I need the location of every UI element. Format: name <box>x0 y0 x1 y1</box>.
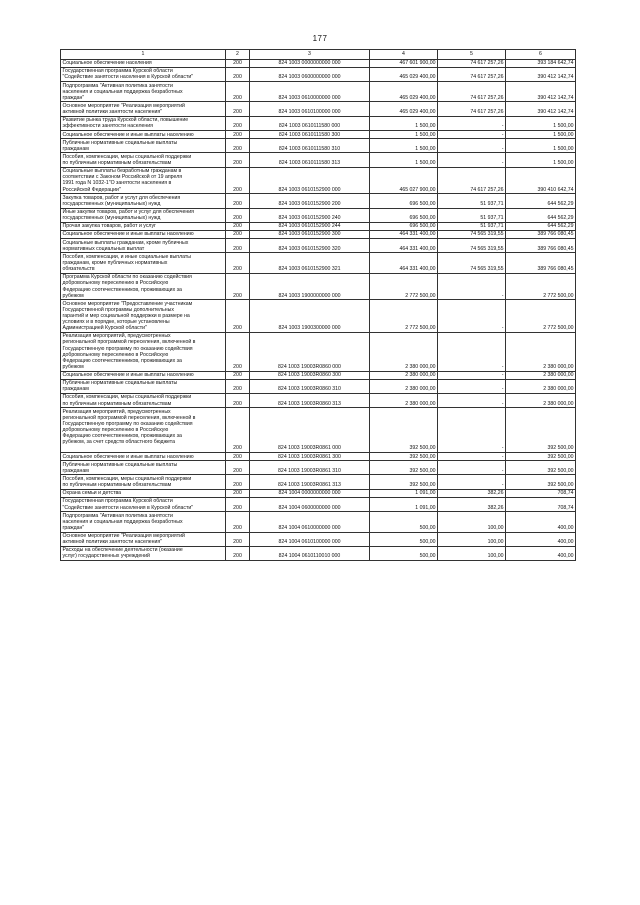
row-code-cell: 200 <box>226 67 250 81</box>
row-approved-amount-cell: 464 331 400,00 <box>370 230 438 238</box>
row-unexecuted-amount-cell: 644 562,29 <box>506 194 576 208</box>
table-row <box>61 371 576 379</box>
row-name-cell: Социальное обеспечение и иные выплаты населению <box>61 230 226 238</box>
row-classification-cell: 824 1003 0610111580 310 <box>250 139 370 153</box>
table-row <box>61 475 576 489</box>
table-row <box>61 532 576 546</box>
row-unexecuted-amount-cell: 390 412 142,74 <box>506 67 576 81</box>
row-executed-amount-cell: - <box>438 153 506 167</box>
table-row <box>61 59 576 67</box>
row-executed-amount-cell: 51 937,71 <box>438 222 506 230</box>
row-unexecuted-amount-cell: 392 500,00 <box>506 408 576 453</box>
row-executed-amount-cell: 382,26 <box>438 497 506 511</box>
row-classification-cell: 824 1003 19003R0861 310 <box>250 461 370 475</box>
row-executed-amount-cell: 74 617 257,26 <box>438 59 506 67</box>
row-classification-cell: 824 1003 0000000000 000 <box>250 59 370 67</box>
row-executed-amount-cell: - <box>438 461 506 475</box>
row-name-cell: Основное мероприятие "Реализация мероприятий активной политики занятости населения" <box>61 102 226 116</box>
row-classification-cell: 824 1003 0610152900 321 <box>250 253 370 273</box>
row-code-cell: 200 <box>226 82 250 102</box>
row-unexecuted-amount-cell: 400,00 <box>506 532 576 546</box>
row-classification-cell: 824 1003 0610111580 300 <box>250 131 370 139</box>
row-executed-amount-cell: 100,00 <box>438 546 506 560</box>
row-approved-amount-cell: 1 091,00 <box>370 497 438 511</box>
row-approved-amount-cell: 2 380 000,00 <box>370 379 438 393</box>
row-code-cell: 200 <box>226 393 250 407</box>
row-code-cell: 200 <box>226 371 250 379</box>
table-row <box>61 393 576 407</box>
row-name-cell: Программа Курской области по оказанию содействия добровольному переселению в Российскую Федерацию соотечественников, проживающих за рубежом <box>61 273 226 299</box>
row-executed-amount-cell: - <box>438 379 506 393</box>
row-executed-amount-cell: 74 617 257,26 <box>438 167 506 193</box>
row-code-cell: 200 <box>226 461 250 475</box>
row-name-cell: Иные закупки товаров, работ и услуг для обеспечения государственных (муниципальных) нужд <box>61 208 226 222</box>
row-code-cell: 200 <box>226 379 250 393</box>
row-unexecuted-amount-cell: 1 500,00 <box>506 139 576 153</box>
row-unexecuted-amount-cell: 400,00 <box>506 546 576 560</box>
row-approved-amount-cell: 696 500,00 <box>370 194 438 208</box>
row-code-cell: 200 <box>226 139 250 153</box>
row-name-cell: Социальное обеспечение населения <box>61 59 226 67</box>
row-unexecuted-amount-cell: 390 412 142,74 <box>506 102 576 116</box>
row-classification-cell: 824 1003 0610111580 313 <box>250 153 370 167</box>
row-executed-amount-cell: - <box>438 116 506 130</box>
row-name-cell: Социальные выплаты безработным гражданам в соответствии с Законом Российской от 19 апреля 1991 года N 1032-1"О занятости населения в Российской Федерации" <box>61 167 226 193</box>
row-name-cell: Социальное обеспечение и иные выплаты населению <box>61 131 226 139</box>
row-approved-amount-cell: 2 772 500,00 <box>370 273 438 299</box>
row-executed-amount-cell: - <box>438 139 506 153</box>
row-code-cell: 200 <box>226 102 250 116</box>
row-classification-cell: 824 1003 1900300000 000 <box>250 300 370 333</box>
row-classification-cell: 824 1004 0600000000 000 <box>250 497 370 511</box>
row-approved-amount-cell: 2 380 000,00 <box>370 371 438 379</box>
row-unexecuted-amount-cell: 1 500,00 <box>506 131 576 139</box>
table-row <box>61 489 576 497</box>
row-unexecuted-amount-cell: 2 380 000,00 <box>506 332 576 371</box>
row-name-cell: Основное мероприятие "Предоставление участникам Государственной программы дополнительных гарантий и мер социальной поддержки в размере на условиях и в порядке, которые установлены Администрацией Курской области" <box>61 300 226 333</box>
row-approved-amount-cell: 1 500,00 <box>370 139 438 153</box>
row-executed-amount-cell: - <box>438 131 506 139</box>
table-row <box>61 379 576 393</box>
row-classification-cell: 824 1003 19003R0860 310 <box>250 379 370 393</box>
row-name-cell: Публичные нормативные социальные выплаты гражданам <box>61 139 226 153</box>
row-approved-amount-cell: 1 500,00 <box>370 153 438 167</box>
row-executed-amount-cell: 74 565 319,55 <box>438 239 506 253</box>
row-classification-cell: 824 1003 0610152900 244 <box>250 222 370 230</box>
row-approved-amount-cell: 2 380 000,00 <box>370 332 438 371</box>
table-row <box>61 453 576 461</box>
row-classification-cell: 824 1003 19003R0860 300 <box>250 371 370 379</box>
row-code-cell: 200 <box>226 239 250 253</box>
row-code-cell: 200 <box>226 131 250 139</box>
row-unexecuted-amount-cell: 392 500,00 <box>506 475 576 489</box>
row-unexecuted-amount-cell: 389 766 080,45 <box>506 239 576 253</box>
row-code-cell: 200 <box>226 332 250 371</box>
row-code-cell: 200 <box>226 546 250 560</box>
row-approved-amount-cell: 392 500,00 <box>370 461 438 475</box>
row-code-cell: 200 <box>226 230 250 238</box>
row-approved-amount-cell: 696 500,00 <box>370 222 438 230</box>
row-unexecuted-amount-cell: 390 410 642,74 <box>506 167 576 193</box>
row-name-cell: Закупка товаров, работ и услуг для обеспечения государственных (муниципальных) нужд <box>61 194 226 208</box>
row-name-cell: Расходы на обеспечение деятельности (оказание услуг) государственных учреждений <box>61 546 226 560</box>
row-approved-amount-cell: 2 772 500,00 <box>370 300 438 333</box>
page-number: 177 <box>312 34 328 43</box>
row-unexecuted-amount-cell: 2 380 000,00 <box>506 379 576 393</box>
table-row <box>61 82 576 102</box>
table-row <box>61 116 576 130</box>
row-unexecuted-amount-cell: 390 412 142,74 <box>506 82 576 102</box>
row-code-cell: 200 <box>226 408 250 453</box>
row-classification-cell: 824 1004 0610100000 000 <box>250 532 370 546</box>
table-row <box>61 239 576 253</box>
row-approved-amount-cell: 465 029 400,00 <box>370 102 438 116</box>
row-executed-amount-cell: - <box>438 332 506 371</box>
row-name-cell: Реализация мероприятий, предусмотренных региональной программой переселения, включенной в Государственную программу по оказанию содействия добровольному переселению в Российскую Федерацию соотечественников, проживающих за рубежом, за счет средств областного бюджета <box>61 408 226 453</box>
table-row <box>61 208 576 222</box>
row-unexecuted-amount-cell: 2 772 500,00 <box>506 273 576 299</box>
row-approved-amount-cell: 500,00 <box>370 512 438 532</box>
row-unexecuted-amount-cell: 2 772 500,00 <box>506 300 576 333</box>
row-approved-amount-cell: 464 331 400,00 <box>370 239 438 253</box>
table-header-row <box>61 50 576 60</box>
row-name-cell: Подпрограмма "Активная политика занятости населения и социальная поддержка безработных граждан" <box>61 82 226 102</box>
row-approved-amount-cell: 1 500,00 <box>370 116 438 130</box>
row-code-cell: 200 <box>226 497 250 511</box>
row-classification-cell: 824 1003 0610152900 300 <box>250 230 370 238</box>
table-row <box>61 167 576 193</box>
row-executed-amount-cell: - <box>438 371 506 379</box>
column-header-1: 1 <box>61 50 226 60</box>
row-unexecuted-amount-cell: 392 500,00 <box>506 461 576 475</box>
table-row <box>61 497 576 511</box>
row-executed-amount-cell: 51 937,71 <box>438 194 506 208</box>
budget-table <box>60 49 576 561</box>
row-name-cell: Социальные выплаты гражданам, кроме публичных нормативных социальных выплат <box>61 239 226 253</box>
row-unexecuted-amount-cell: 400,00 <box>506 512 576 532</box>
row-approved-amount-cell: 392 500,00 <box>370 408 438 453</box>
row-name-cell: Государственная программа Курской области "Содействие занятости населения в Курской области" <box>61 497 226 511</box>
table-row <box>61 546 576 560</box>
table-row <box>61 300 576 333</box>
row-name-cell: Публичные нормативные социальные выплаты гражданам <box>61 379 226 393</box>
table-row <box>61 512 576 532</box>
row-classification-cell: 824 1003 0610100000 000 <box>250 102 370 116</box>
row-code-cell: 200 <box>226 273 250 299</box>
row-executed-amount-cell: 51 937,71 <box>438 208 506 222</box>
row-classification-cell: 824 1003 0610152900 320 <box>250 239 370 253</box>
row-code-cell: 200 <box>226 512 250 532</box>
column-header-3: 3 <box>250 50 370 60</box>
row-name-cell: Пособия, компенсации, меры социальной поддержки по публичным нормативным обязательствам <box>61 475 226 489</box>
table-row <box>61 131 576 139</box>
row-executed-amount-cell: - <box>438 393 506 407</box>
row-executed-amount-cell: - <box>438 475 506 489</box>
table-row <box>61 230 576 238</box>
row-executed-amount-cell: - <box>438 453 506 461</box>
row-executed-amount-cell: 74 565 319,55 <box>438 230 506 238</box>
row-classification-cell: 824 1004 0000000000 000 <box>250 489 370 497</box>
row-unexecuted-amount-cell: 644 562,29 <box>506 208 576 222</box>
row-name-cell: Развитие рынка труда Курской области, повышение эффективности занятости населения <box>61 116 226 130</box>
row-unexecuted-amount-cell: 393 184 642,74 <box>506 59 576 67</box>
row-approved-amount-cell: 500,00 <box>370 546 438 560</box>
row-approved-amount-cell: 465 029 400,00 <box>370 67 438 81</box>
row-executed-amount-cell: - <box>438 408 506 453</box>
row-code-cell: 200 <box>226 475 250 489</box>
row-classification-cell: 824 1003 0610152900 240 <box>250 208 370 222</box>
row-classification-cell: 824 1003 19003R0861 000 <box>250 408 370 453</box>
row-code-cell: 200 <box>226 194 250 208</box>
column-header-2: 2 <box>226 50 250 60</box>
row-code-cell: 200 <box>226 167 250 193</box>
row-unexecuted-amount-cell: 708,74 <box>506 497 576 511</box>
table-row <box>61 408 576 453</box>
row-approved-amount-cell: 1 500,00 <box>370 131 438 139</box>
row-code-cell: 200 <box>226 59 250 67</box>
table-row <box>61 139 576 153</box>
row-name-cell: Пособия, компенсации, меры социальной поддержки по публичным нормативным обязательствам <box>61 393 226 407</box>
row-approved-amount-cell: 696 500,00 <box>370 208 438 222</box>
row-name-cell: Социальное обеспечение и иные выплаты населению <box>61 371 226 379</box>
table-row <box>61 332 576 371</box>
row-name-cell: Государственная программа Курской области "Содействие занятости населения в Курской области" <box>61 67 226 81</box>
row-name-cell: Подпрограмма "Активная политика занятости населения и социальная поддержка безработных граждан" <box>61 512 226 532</box>
row-approved-amount-cell: 465 029 400,00 <box>370 82 438 102</box>
column-header-6: 6 <box>506 50 576 60</box>
row-code-cell: 200 <box>226 153 250 167</box>
row-name-cell: Пособия, компенсации, и иные социальные выплаты гражданам, кроме публичных нормативных обязательств <box>61 253 226 273</box>
row-code-cell: 200 <box>226 453 250 461</box>
row-classification-cell: 824 1003 19003R0860 313 <box>250 393 370 407</box>
row-classification-cell: 824 1003 0610152900 200 <box>250 194 370 208</box>
row-approved-amount-cell: 464 331 400,00 <box>370 253 438 273</box>
row-unexecuted-amount-cell: 1 500,00 <box>506 116 576 130</box>
row-unexecuted-amount-cell: 644 562,29 <box>506 222 576 230</box>
row-classification-cell: 824 1003 0610111580 000 <box>250 116 370 130</box>
row-unexecuted-amount-cell: 2 380 000,00 <box>506 371 576 379</box>
row-name-cell: Пособия, компенсации, меры социальной поддержки по публичным нормативным обязательствам <box>61 153 226 167</box>
row-approved-amount-cell: 467 601 900,00 <box>370 59 438 67</box>
table-row <box>61 67 576 81</box>
row-executed-amount-cell: 74 617 257,26 <box>438 82 506 102</box>
row-approved-amount-cell: 500,00 <box>370 532 438 546</box>
row-unexecuted-amount-cell: 708,74 <box>506 489 576 497</box>
row-unexecuted-amount-cell: 392 500,00 <box>506 453 576 461</box>
row-unexecuted-amount-cell: 389 766 080,45 <box>506 253 576 273</box>
row-approved-amount-cell: 1 091,00 <box>370 489 438 497</box>
row-classification-cell: 824 1003 0600000000 000 <box>250 67 370 81</box>
row-approved-amount-cell: 2 380 000,00 <box>370 393 438 407</box>
row-name-cell: Реализация мероприятий, предусмотренных региональной программой переселения, включенной в Государственную программу по оказанию содействия добровольному переселению в Российскую Федерацию соотечественников, проживающих за рубежом <box>61 332 226 371</box>
row-unexecuted-amount-cell: 1 500,00 <box>506 153 576 167</box>
row-unexecuted-amount-cell: 389 766 080,45 <box>506 230 576 238</box>
row-approved-amount-cell: 465 027 900,00 <box>370 167 438 193</box>
row-code-cell: 200 <box>226 253 250 273</box>
row-executed-amount-cell: 100,00 <box>438 512 506 532</box>
row-executed-amount-cell: 382,26 <box>438 489 506 497</box>
table-row <box>61 461 576 475</box>
row-classification-cell: 824 1003 19003R0861 313 <box>250 475 370 489</box>
table-row <box>61 253 576 273</box>
row-classification-cell: 824 1004 0610000000 000 <box>250 512 370 532</box>
table-row <box>61 222 576 230</box>
column-header-4: 4 <box>370 50 438 60</box>
row-approved-amount-cell: 392 500,00 <box>370 453 438 461</box>
row-executed-amount-cell: 74 617 257,26 <box>438 102 506 116</box>
row-name-cell: Основное мероприятие "Реализация мероприятий активной политики занятости населения" <box>61 532 226 546</box>
row-classification-cell: 824 1003 0610000000 000 <box>250 82 370 102</box>
row-code-cell: 200 <box>226 116 250 130</box>
row-name-cell: Публичные нормативные социальные выплаты гражданам <box>61 461 226 475</box>
row-unexecuted-amount-cell: 2 380 000,00 <box>506 393 576 407</box>
column-header-5: 5 <box>438 50 506 60</box>
row-classification-cell: 824 1003 19003R0861 300 <box>250 453 370 461</box>
table-row <box>61 194 576 208</box>
row-approved-amount-cell: 392 500,00 <box>370 475 438 489</box>
row-classification-cell: 824 1003 0610152900 000 <box>250 167 370 193</box>
row-name-cell: Социальное обеспечение и иные выплаты населению <box>61 453 226 461</box>
row-classification-cell: 824 1003 19003R0860 000 <box>250 332 370 371</box>
row-executed-amount-cell: 74 565 319,55 <box>438 253 506 273</box>
row-name-cell: Охрана семьи и детства <box>61 489 226 497</box>
row-executed-amount-cell: 74 617 257,26 <box>438 67 506 81</box>
row-executed-amount-cell: 100,00 <box>438 532 506 546</box>
table-row <box>61 153 576 167</box>
row-code-cell: 200 <box>226 208 250 222</box>
row-executed-amount-cell: - <box>438 300 506 333</box>
row-code-cell: 200 <box>226 532 250 546</box>
row-classification-cell: 824 1003 1900000000 000 <box>250 273 370 299</box>
row-executed-amount-cell: - <box>438 273 506 299</box>
table-row <box>61 102 576 116</box>
row-name-cell: Прочая закупка товаров, работ и услуг <box>61 222 226 230</box>
row-code-cell: 200 <box>226 489 250 497</box>
row-code-cell: 200 <box>226 300 250 333</box>
table-row <box>61 273 576 299</box>
row-code-cell: 200 <box>226 222 250 230</box>
row-classification-cell: 824 1004 0610110010 000 <box>250 546 370 560</box>
